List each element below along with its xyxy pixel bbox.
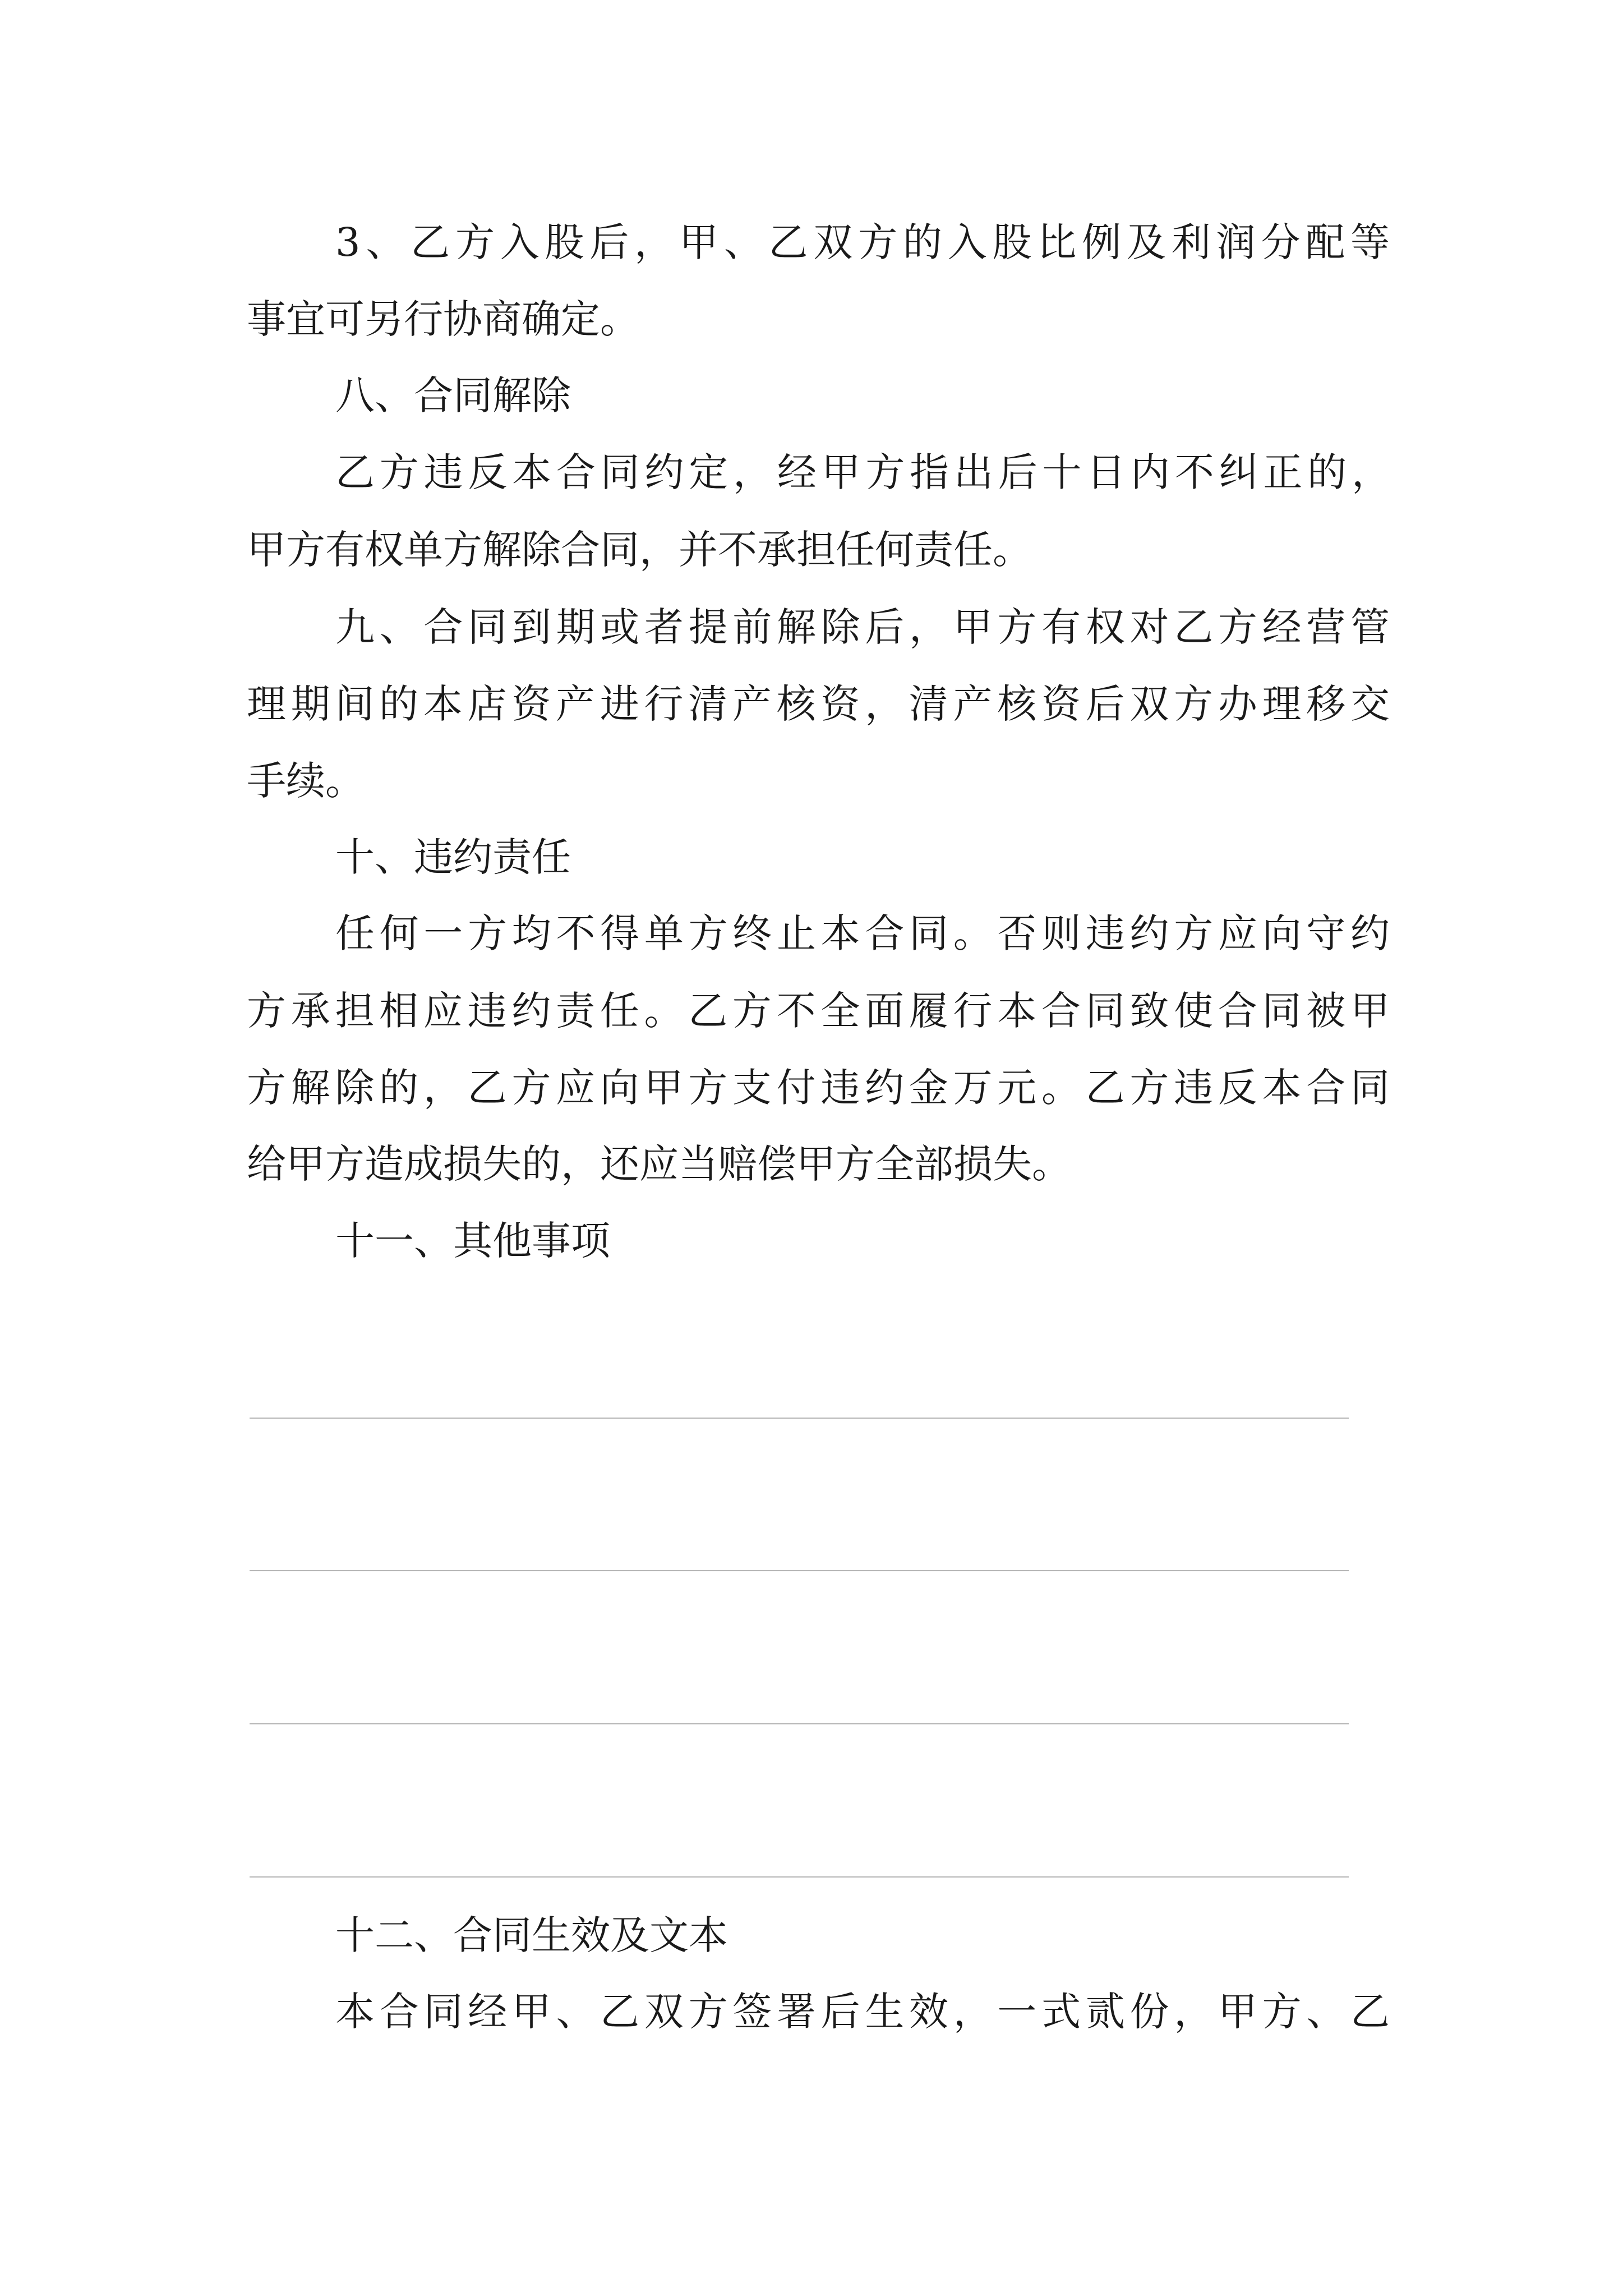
- clause-7-3-line-1: 3、乙方入股后，甲、乙双方的入股比例及利润分配等: [335, 219, 1390, 265]
- blank-fill-line: [250, 1570, 1349, 1571]
- heading-breach-liability: 十、违约责任: [335, 834, 571, 880]
- blank-fill-line: [250, 1723, 1349, 1724]
- clause-10-line-2: 方承担相应违约责任。乙方不全面履行本合同致使合同被甲: [247, 988, 1390, 1034]
- clause-9-line-3: 手续。: [247, 758, 365, 804]
- clause-8-line-1: 乙方违反本合同约定，经甲方指出后十日内不纠正的，: [335, 449, 1391, 495]
- clause-10-line-1: 任何一方均不得单方终止本合同。否则违约方应向守约: [335, 910, 1390, 956]
- clause-7-3-line-2: 事宜可另行协商确定。: [247, 296, 639, 342]
- clause-9-line-2: 理期间的本店资产进行清产核资，清产核资后双方办理移交: [247, 681, 1390, 727]
- heading-other-matters: 十一、其他事项: [335, 1218, 610, 1264]
- clause-10-line-3: 方解除的，乙方应向甲方支付违约金万元。乙方违反本合同: [247, 1065, 1390, 1111]
- clause-8-line-2: 甲方有权单方解除合同，并不承担任何责任。: [247, 527, 1032, 573]
- clause-10-line-4: 给甲方造成损失的，还应当赔偿甲方全部损失。: [247, 1141, 1071, 1187]
- heading-contract-termination: 八、合同解除: [335, 372, 571, 418]
- clause-12-line-1: 本合同经甲、乙双方签署后生效，一式贰份，甲方、乙: [335, 1989, 1390, 2035]
- heading-effectiveness-and-copies: 十二、合同生效及文本: [335, 1912, 728, 1958]
- blank-fill-line: [250, 1876, 1349, 1878]
- clause-9-line-1: 九、合同到期或者提前解除后，甲方有权对乙方经营管: [335, 604, 1390, 650]
- blank-fill-line: [250, 1418, 1349, 1419]
